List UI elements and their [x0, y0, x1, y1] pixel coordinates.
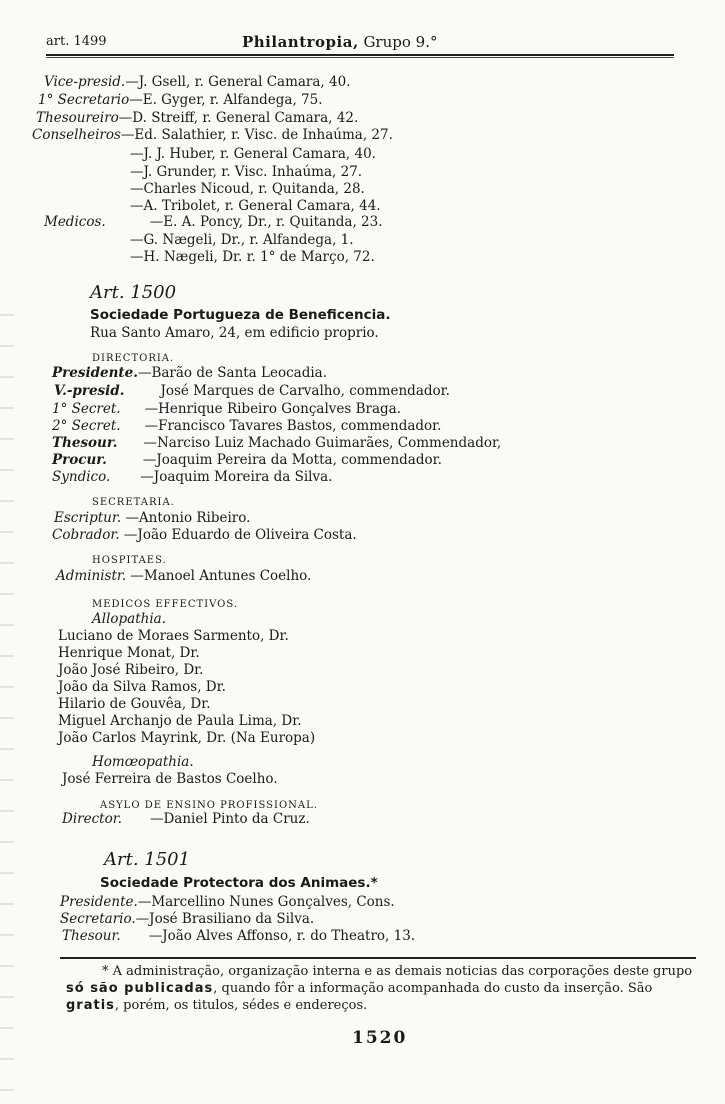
text-line: Thesoureiro—D. Streiff, r. General Camara, 42. — [36, 110, 359, 126]
text-line: 2° Secret. —Francisco Tavares Bastos, commendador. — [52, 418, 442, 434]
text-line: —J. Grunder, r. Visc. Inhaúma, 27. — [130, 164, 363, 180]
header-title — [242, 33, 437, 51]
section-heading: ASYLO DE ENSINO PROFISSIONAL. — [100, 800, 318, 811]
text-line: —Charles Nicoud, r. Quitanda, 28. — [130, 181, 365, 197]
text-line: Administr. —Manoel Antunes Coelho. — [56, 568, 312, 584]
header-rule — [46, 54, 674, 56]
text-line: Conselheiros—Ed. Salathier, r. Visc. de Inhaúma, 27. — [32, 127, 393, 143]
subsection-heading: Allopathia. — [92, 611, 166, 627]
section-heading: HOSPITAES. — [92, 555, 167, 566]
text-line: Vice-presid.—J. Gsell, r. General Camara, 40. — [44, 74, 351, 90]
text-line: Thesour. —Narciso Luiz Machado Guimarães, Commendador, — [52, 435, 502, 451]
footnote: * A administração, organização interna e as demais noticias das corporações deste grupo só são publicadas, quando fôr a informação acompanhada do custo da inserção. São gratis, porém, os titulos, sédes e endereços. — [66, 964, 693, 1013]
article-title: Sociedade Portugueza de Beneficencia. — [90, 307, 391, 323]
section-heading: SECRETARIA. — [92, 497, 175, 508]
article-title: Sociedade Protectora dos Animaes.* — [100, 875, 378, 891]
text-line: Secretario.—José Brasiliano da Silva. — [60, 911, 315, 927]
text-line: Cobrador. —João Eduardo de Oliveira Costa. — [52, 527, 357, 543]
footnote-rule — [60, 957, 696, 959]
list-item: João Carlos Mayrink, Dr. (Na Europa) — [58, 730, 316, 746]
header-article-range: art. 1499 — [46, 34, 107, 49]
text-line: V.-presid. José Marques de Carvalho, commendador. — [54, 383, 450, 399]
running-header — [46, 34, 686, 54]
text-line: —G. Nægeli, Dr., r. Alfandega, 1. — [130, 232, 354, 248]
text-line: —J. J. Huber, r. General Camara, 40. — [130, 146, 376, 162]
list-item: Henrique Monat, Dr. — [58, 645, 200, 661]
text-line: 1° Secretario—E. Gyger, r. Alfandega, 75. — [38, 92, 323, 108]
list-item: Luciano de Moraes Sarmento, Dr. — [58, 628, 289, 644]
text-line: —A. Tribolet, r. General Camara, 44. — [130, 198, 381, 214]
list-item: Miguel Archanjo de Paula Lima, Dr. — [58, 713, 302, 729]
text-line: Syndico. —Joaquim Moreira da Silva. — [52, 469, 333, 485]
section-heading: DIRECTORIA. — [92, 353, 175, 364]
subsection-heading: Homœopathia. — [92, 754, 194, 770]
list-item: José Ferreira de Bastos Coelho. — [62, 771, 278, 787]
article-number: Art. 1501 — [104, 849, 191, 870]
text-line: Escriptur. —Antonio Ribeiro. — [54, 510, 251, 526]
list-item: João da Silva Ramos, Dr. — [58, 679, 226, 695]
header-title-bold: Philantropia, — [242, 33, 359, 51]
header-group: Grupo 9.° — [358, 33, 438, 51]
section-heading: MEDICOS EFFECTIVOS. — [92, 599, 239, 610]
page-number: 1520 — [352, 1028, 408, 1048]
text-line: 1° Secret. —Henrique Ribeiro Gonçalves Braga. — [52, 401, 402, 417]
text-line: —H. Nægeli, Dr. r. 1° de Março, 72. — [130, 249, 375, 265]
text-line: Medicos. —E. A. Poncy, Dr., r. Quitanda, 23. — [44, 214, 383, 230]
text-line: Procur. —Joaquim Pereira da Motta, commendador. — [52, 452, 442, 468]
header-rule-thin — [46, 57, 674, 58]
text-line: Presidente.—Marcellino Nunes Gonçalves, Cons. — [60, 894, 395, 910]
text-line: Presidente.—Barão de Santa Leocadia. — [52, 365, 328, 381]
margin-specks — [0, 300, 14, 1100]
text-line: Director. —Daniel Pinto da Cruz. — [62, 811, 310, 827]
text-line: Thesour. —João Alves Affonso, r. do Theatro, 13. — [62, 928, 416, 944]
article-number: Art. 1500 — [90, 282, 177, 303]
list-item: João José Ribeiro, Dr. — [58, 662, 204, 678]
list-item: Hilario de Gouvêa, Dr. — [58, 696, 211, 712]
article-address: Rua Santo Amaro, 24, em edificio proprio. — [90, 325, 379, 341]
